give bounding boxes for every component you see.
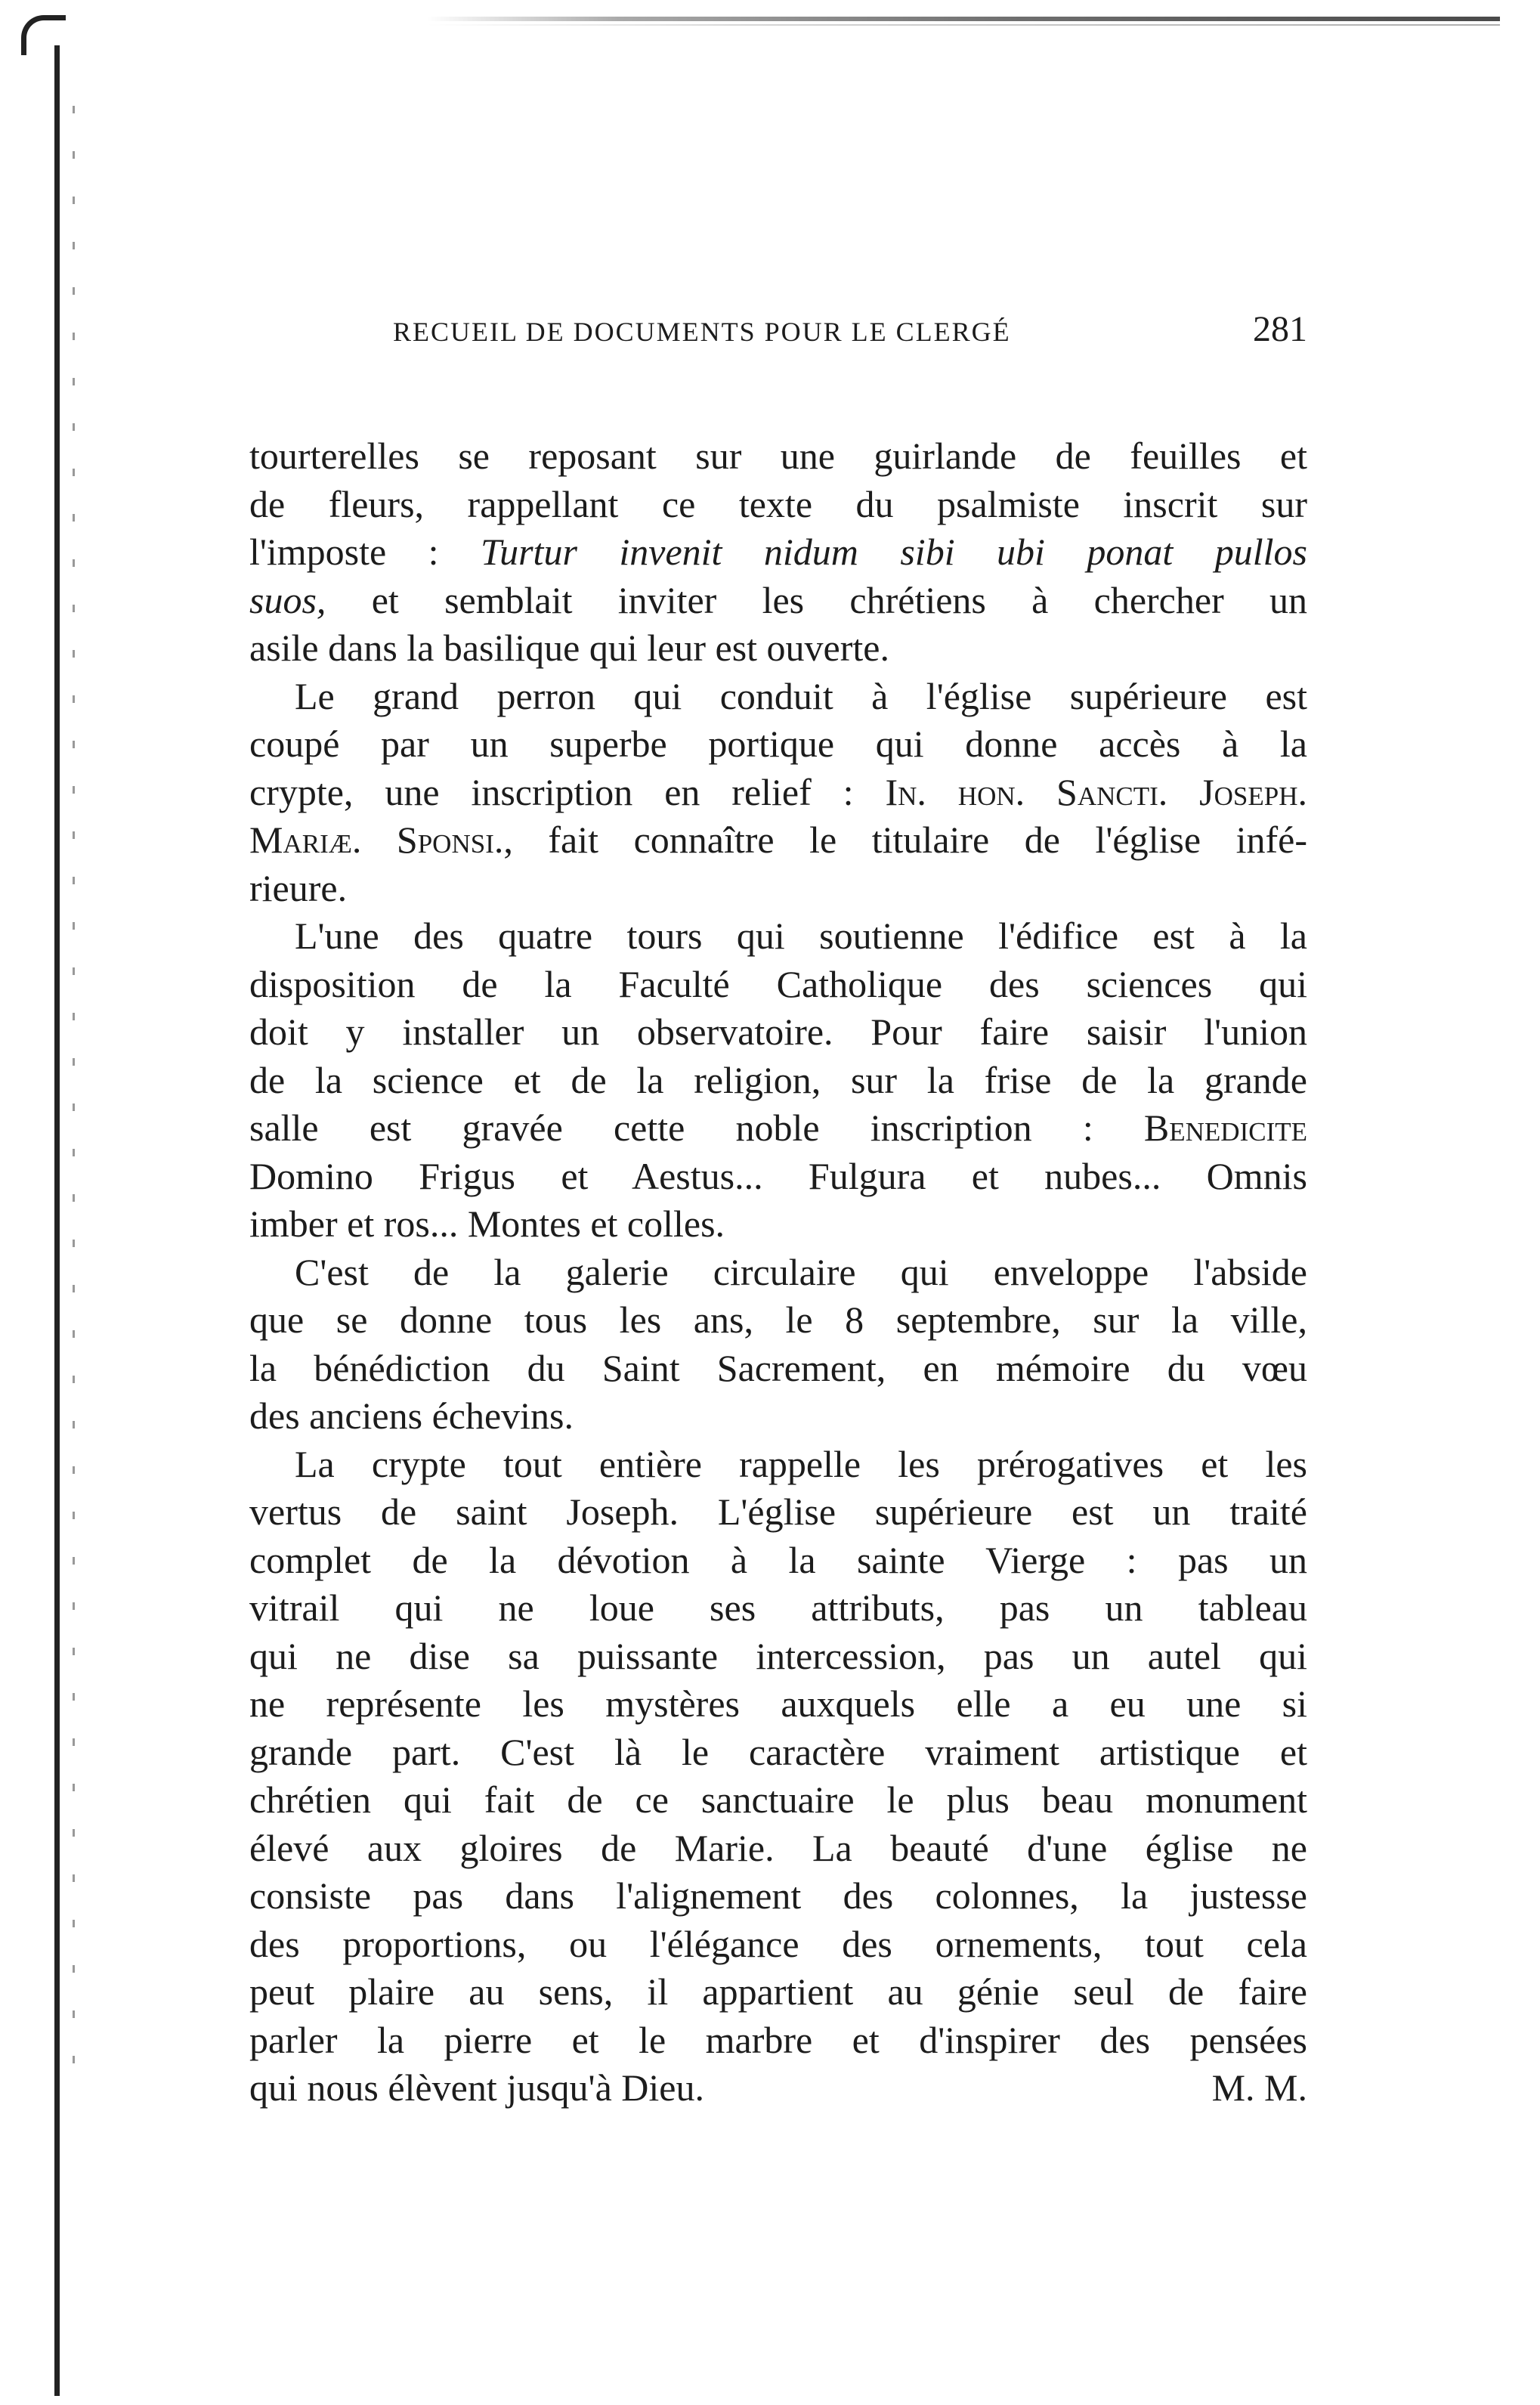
- text-line: [249, 528, 1307, 577]
- latin-quote: Turtur invenit nidum sibi ubi ponat pullos: [481, 531, 1307, 573]
- paragraph-start-line: L'une des quatre tours qui soutienne l'édifice est à la: [295, 915, 1307, 957]
- text-line: asile dans la basilique qui leur est ouverte.: [249, 627, 889, 669]
- text-line: parler la pierre et le marbre et d'inspirer des pensées: [249, 2018, 1307, 2061]
- text-line: disposition de la Faculté Catholique des sciences qui: [249, 962, 1307, 1005]
- text-line: vitrail qui ne loue ses attributs, pas un tableau: [249, 1586, 1307, 1629]
- text-line: chrétien qui fait de ce sanctuaire le plus beau monument: [249, 1778, 1307, 1821]
- text-run: et semblait inviter les chrétiens à chercher un: [371, 578, 1307, 621]
- inscription-line: imber et ros... Montes et colles.: [249, 1202, 725, 1245]
- binding-bar: [54, 45, 60, 2396]
- text-line: rieure.: [249, 866, 348, 909]
- text-line: coupé par un superbe portique qui donne accès à la: [249, 723, 1307, 765]
- text-run: salle est gravée cette noble inscription :: [249, 1107, 1093, 1149]
- inscription-line: Domino Frigus et Aestus... Fulgura et nubes... Omnis: [249, 1154, 1307, 1197]
- text-line: tourterelles se reposant sur une guirlande de feuilles et: [249, 435, 1307, 477]
- text-line: doit y installer un observatoire. Pour faire saisir l'union: [249, 1011, 1307, 1053]
- text-line: que se donne tous les ans, le 8 septembre, sur la ville,: [249, 1298, 1307, 1341]
- text-line: de fleurs, rappellant ce texte du psalmiste inscrit sur: [249, 482, 1307, 525]
- text-line: [249, 769, 1307, 817]
- binding-dots: [73, 106, 75, 2071]
- text-line: de la science et de la religion, sur la frise de la grande: [249, 1058, 1307, 1101]
- text-line: [249, 816, 1307, 865]
- top-rule: [427, 17, 1500, 21]
- text-line: des anciens échevins.: [249, 1394, 574, 1437]
- paragraph-start-line: La crypte tout entière rappelle les prérogatives et les: [295, 1442, 1307, 1485]
- text-run: qui nous élèvent jusqu'à Dieu.: [249, 2066, 704, 2109]
- inscription: In. hon. Sancti. Joseph.: [885, 770, 1307, 813]
- latin-quote-end: suos,: [249, 578, 326, 621]
- binding-edge: [8, 15, 76, 2396]
- text-line: la bénédiction du Saint Sacrement, en mémoire du vœu: [249, 1346, 1307, 1389]
- text-line: consiste pas dans l'alignement des colonnes, la justesse: [249, 1874, 1307, 1917]
- text-run: , fait connaître le titulaire de l'église infé-: [503, 819, 1307, 861]
- text-line: grande part. C'est là le caractère vraiment artistique et: [249, 1730, 1307, 1773]
- inscription: Benedicite: [1143, 1107, 1307, 1149]
- inscription: Mariæ. Sponsi.: [249, 819, 504, 861]
- text-line: complet de la dévotion à la sainte Vierge : pas un: [249, 1538, 1307, 1581]
- text-line: des proportions, ou l'élégance des ornements, tout cela: [249, 1922, 1307, 1965]
- signature: M. M.: [1211, 2066, 1307, 2109]
- top-rule-fine: [427, 24, 1500, 26]
- page-number: 281: [1253, 309, 1307, 349]
- text-run: l'imposte :: [249, 531, 439, 573]
- text-body: [249, 432, 1307, 2112]
- text-line: [249, 1104, 1307, 1153]
- text-line: ne représente les mystères auxquels elle a eu une si: [249, 1682, 1307, 1725]
- closing-line: [249, 2064, 1307, 2112]
- running-head: [393, 309, 1307, 361]
- text-run: crypte, une inscription en relief :: [249, 770, 854, 813]
- paragraph-start-line: C'est de la galerie circulaire qui enveloppe l'abside: [295, 1250, 1307, 1293]
- text-line: vertus de saint Joseph. L'église supérieure est un traité: [249, 1490, 1307, 1533]
- text-line: élevé aux gloires de Marie. La beauté d'une église ne: [249, 1826, 1307, 1869]
- text-line: [249, 577, 1307, 625]
- text-line: qui ne dise sa puissante intercession, pas un autel qui: [249, 1634, 1307, 1677]
- paragraph-start-line: Le grand perron qui conduit à l'église supérieure est: [295, 674, 1307, 717]
- text-line: peut plaire au sens, il appartient au génie seul de faire: [249, 1970, 1307, 2013]
- running-title: RECUEIL DE DOCUMENTS POUR LE CLERGÉ: [393, 317, 1011, 347]
